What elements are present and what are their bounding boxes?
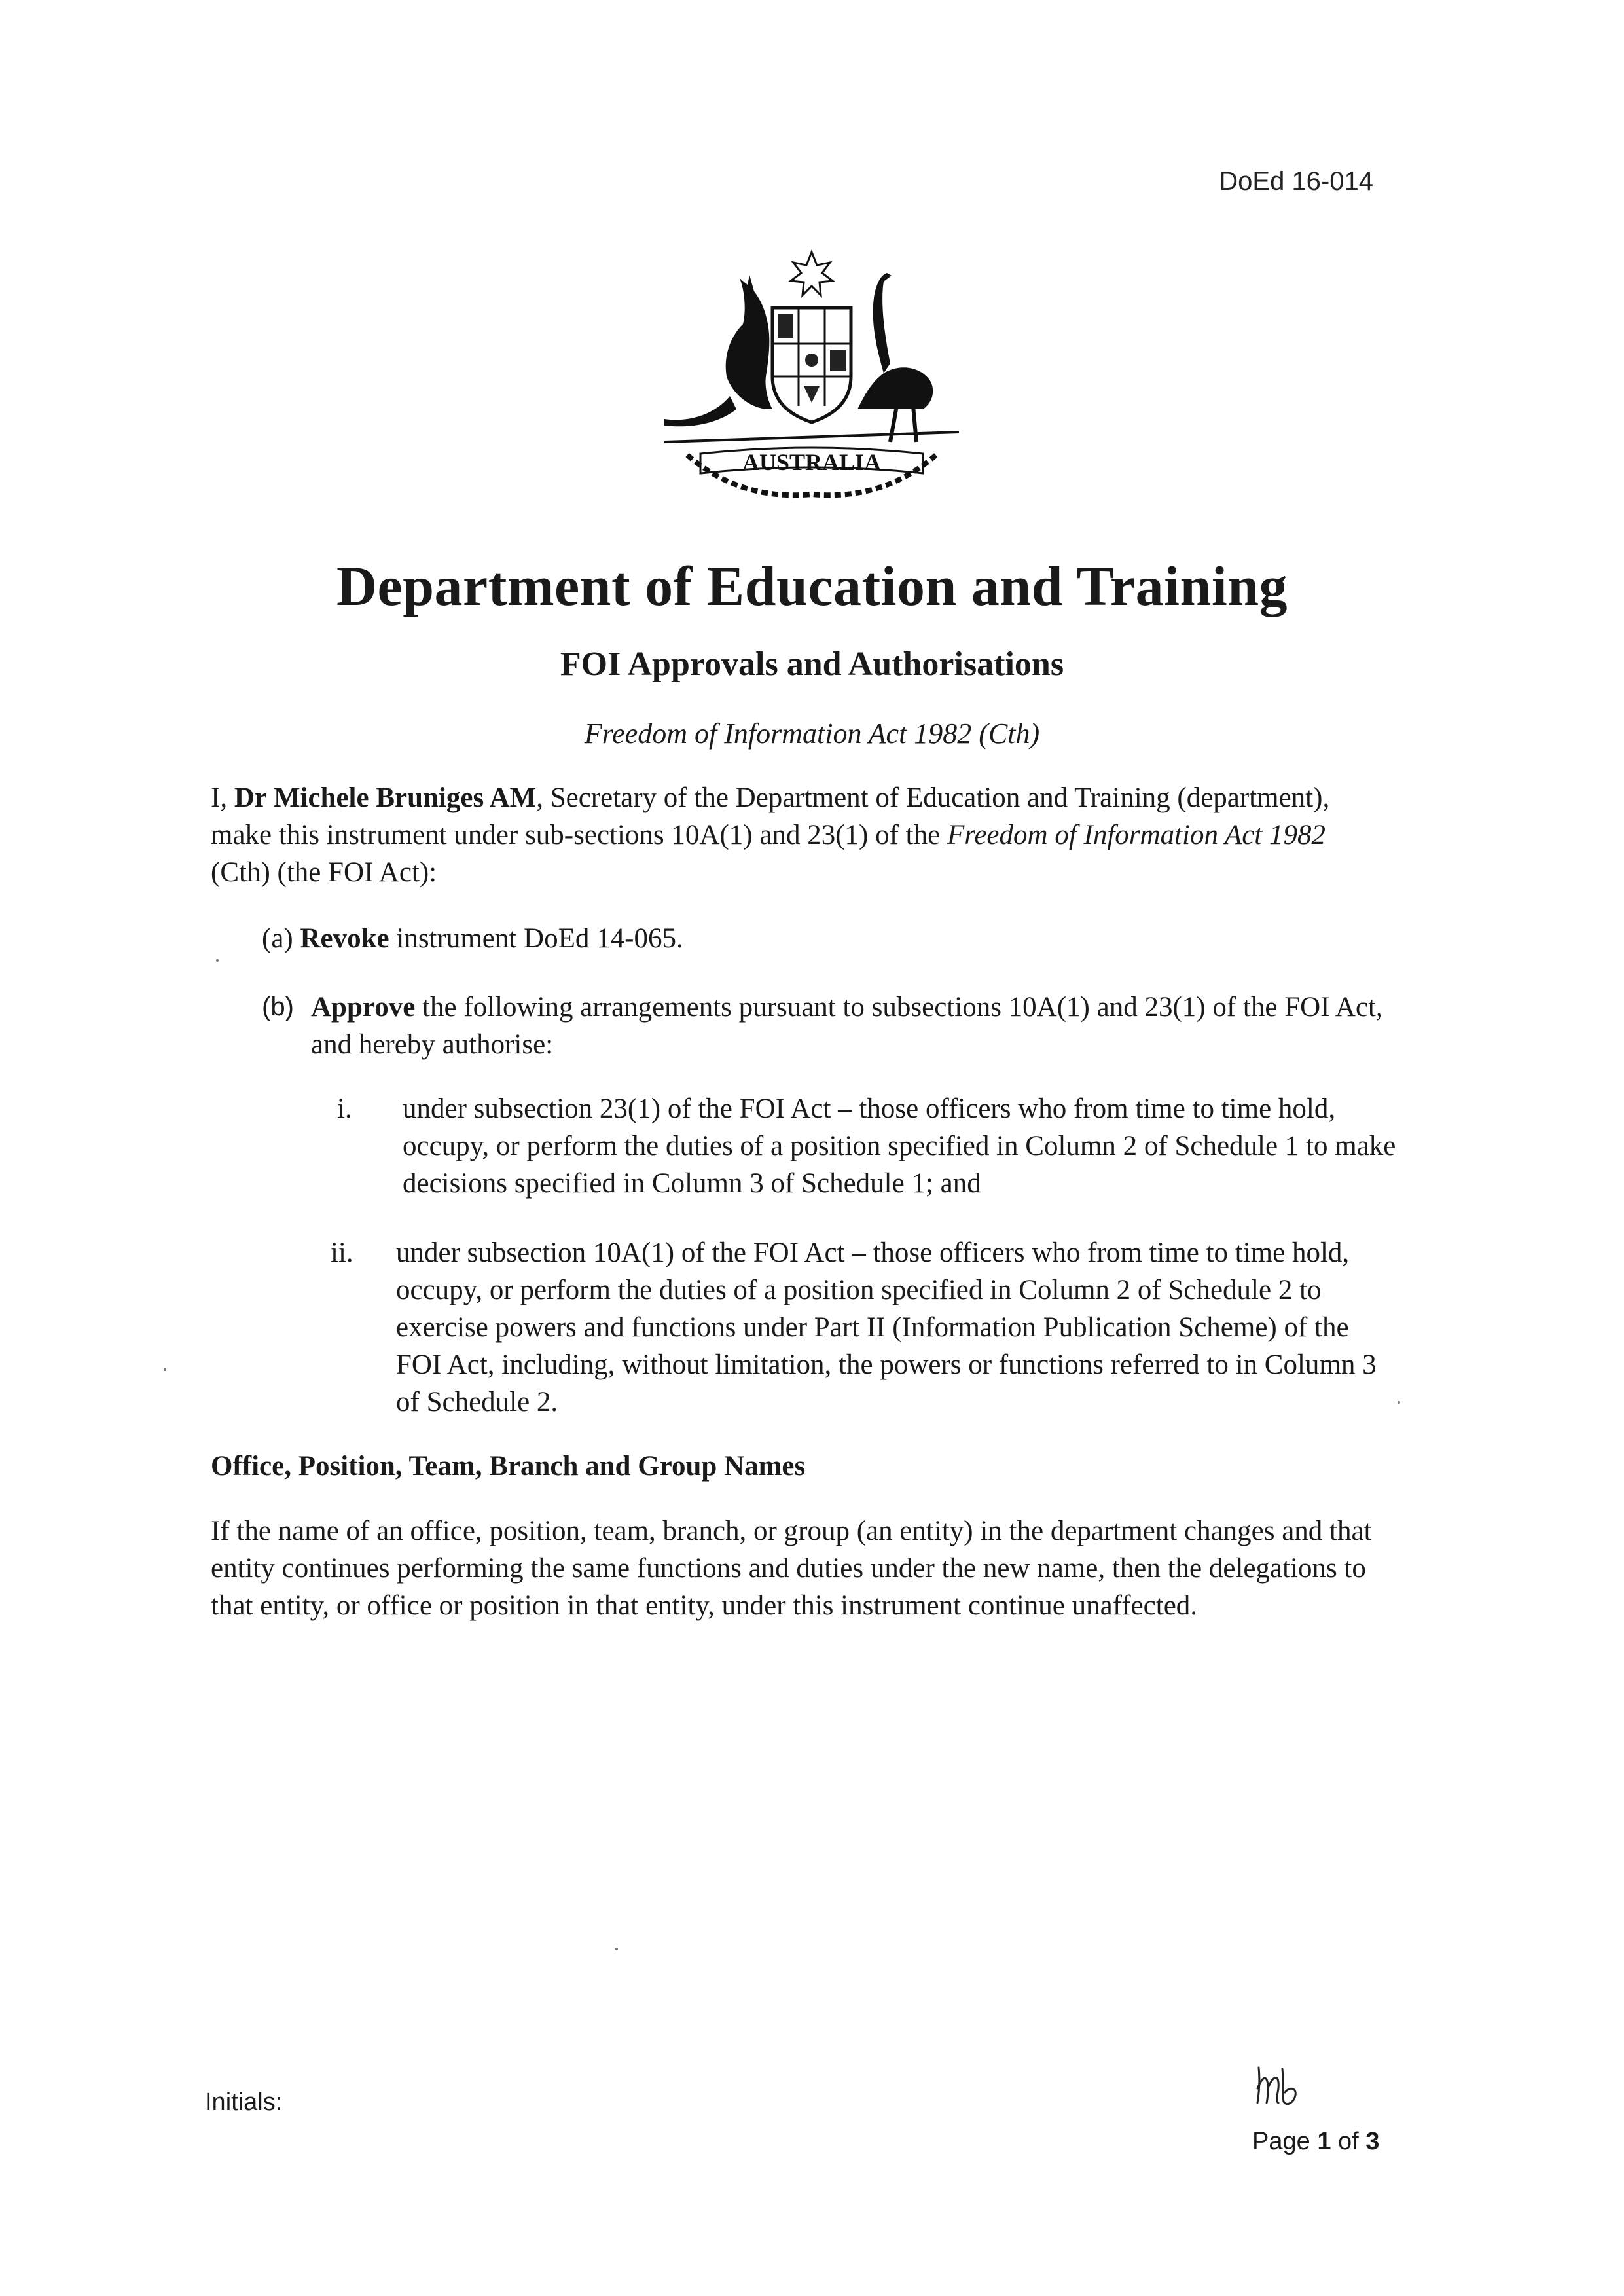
item-b-text: the following arrangements pursuant to subsections 10A(1) and 23(1) of the FOI Act, and hereby authorise: bbox=[311, 992, 1383, 1060]
names-section-body: If the name of an office, position, team, branch, or group (an entity) in the department changes and that entity continues performing the same functions and duties under the new name, then the delegations to that entity, or office or position in that entity, under this instrument continue unaffected. bbox=[211, 1516, 1372, 1621]
item-b-keyword: Approve bbox=[311, 992, 416, 1023]
crest-text: AUSTRALIA bbox=[742, 449, 882, 475]
scan-speck bbox=[164, 1368, 166, 1371]
coat-of-arms-icon bbox=[661, 246, 962, 507]
item-revoke bbox=[262, 920, 1375, 957]
intro-text-2: (Cth) (the FOI Act): bbox=[211, 857, 437, 888]
initials-signature bbox=[1254, 2062, 1306, 2108]
item-a-label: (a) bbox=[262, 923, 293, 954]
item-b-label: (b) bbox=[262, 993, 294, 1021]
page-of: of bbox=[1338, 2128, 1359, 2155]
page-word: Page bbox=[1252, 2128, 1310, 2155]
page-title: Department of Education and Training bbox=[336, 555, 1288, 617]
item-b-body bbox=[311, 989, 1391, 1063]
scan-speck bbox=[1398, 1401, 1400, 1404]
item-a-text: instrument DoEd 14-065. bbox=[389, 923, 683, 954]
page-number bbox=[1252, 2128, 1379, 2156]
intro-paragraph bbox=[211, 779, 1389, 891]
intro-text-1: , Secretary of the Department of Education and Training (department), make this instrument under sub-sections 10A(1) and 23(1) of the bbox=[211, 782, 1330, 850]
sub-item-ii-text: under subsection 10A(1) of the FOI Act – those officers who from time to time hold, occupy, or perform the duties of a position specified in Column 2 of Schedule 2 to exercise powers and functions under Part II (Information Publication Scheme) of the FOI Act, including, without limitation, the powers or functions referred to in Column 3 of Schedule 2. bbox=[396, 1237, 1377, 1417]
initials-label: Initials: bbox=[205, 2088, 283, 2116]
sub-item-i-label: i. bbox=[337, 1093, 352, 1124]
intro-prefix: I, bbox=[211, 782, 234, 813]
document-reference: DoEd 16-014 bbox=[1219, 167, 1373, 196]
page-subtitle: FOI Approvals and Authorisations bbox=[560, 646, 1064, 683]
page-total: 3 bbox=[1365, 2128, 1380, 2155]
sub-item-ii-label: ii. bbox=[331, 1237, 353, 1268]
scan-speck bbox=[615, 1948, 618, 1950]
sub-item-i-text: under subsection 23(1) of the FOI Act – those officers who from time to time hold, occupy, or perform the duties of a position specified in Column 2 of Schedule 1 to make decisions specified in Column 3 of Schedule 1; and bbox=[403, 1093, 1396, 1199]
intro-act-name: Freedom of Information Act 1982 bbox=[947, 820, 1326, 850]
act-title: Freedom of Information Act 1982 (Cth) bbox=[584, 718, 1040, 750]
item-a-keyword: Revoke bbox=[300, 923, 389, 954]
page-current: 1 bbox=[1317, 2128, 1331, 2155]
secretary-name: Dr Michele Bruniges AM bbox=[234, 782, 537, 813]
names-section-heading: Office, Position, Team, Branch and Group Names bbox=[211, 1451, 806, 1482]
scan-speck bbox=[216, 959, 219, 962]
